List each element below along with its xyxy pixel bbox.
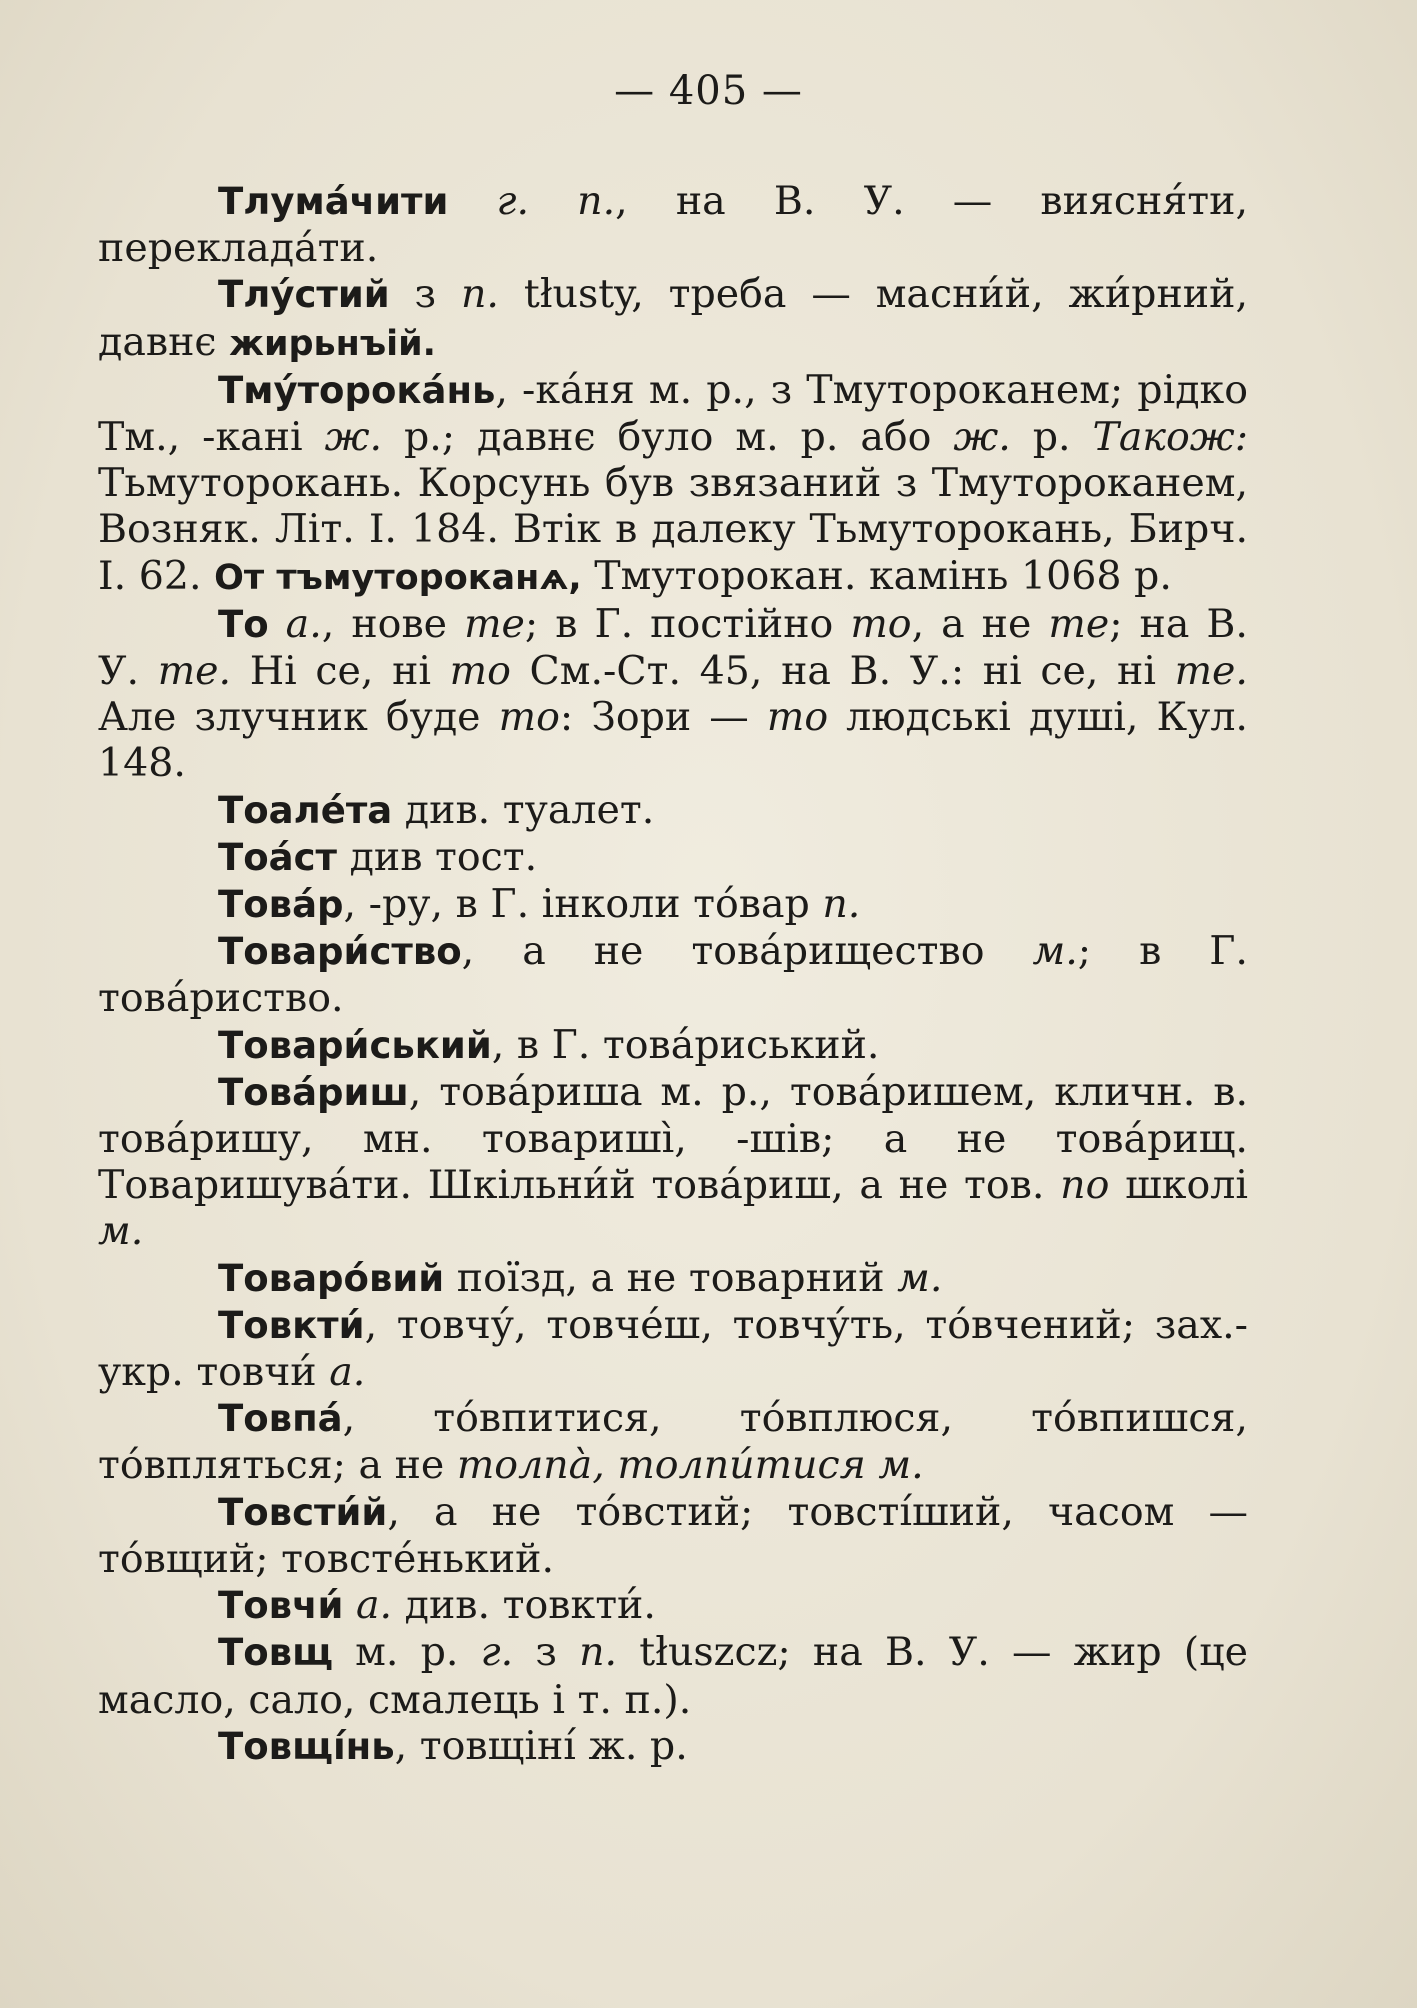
entry-italic-text: а.: [285, 600, 322, 647]
dictionary-entry: [98, 1723, 1248, 1770]
entry-text: див. товкти́.: [392, 1582, 656, 1629]
entry-headword: Товщі́нь: [218, 1724, 395, 1768]
entry-headword: Това́р: [218, 883, 344, 927]
entry-headword: Товкти́: [218, 1303, 365, 1347]
entry-text: ; в Г. това́риство.: [98, 928, 1248, 1022]
entry-text: [269, 601, 286, 647]
dictionary-entry: [98, 271, 1248, 366]
entry-headword: Тму́торокáнь: [218, 368, 496, 412]
entry-text: , -ру, в Г. інколи тóвар: [343, 881, 823, 928]
entries-column: [98, 178, 1248, 1770]
entry-text: См.-Ст. 45, на В. У.: ні се, ні: [510, 648, 1175, 695]
entry-text: [866, 1442, 879, 1488]
entry-text: tłuszcz; на В. У. — жир (це масло, сало, смалець і т. п.).: [98, 1629, 1248, 1723]
entry-text: Ні се, ні: [231, 648, 450, 695]
entry-italic-text: м.: [878, 1442, 924, 1489]
entry-headword: Тлу́стий: [218, 273, 390, 317]
entry-text: , нове: [321, 600, 465, 647]
entry-text: , а не: [911, 600, 1049, 647]
entry-text: [343, 1582, 356, 1628]
entry-text: [448, 178, 496, 224]
entry-italic-text: толпа̀, толпи́тися: [456, 1442, 866, 1489]
entry-old-spelling: жирьнъій.: [229, 323, 436, 364]
dictionary-entry: [98, 1489, 1248, 1582]
entry-italic-text: те: [1048, 600, 1110, 647]
entry-old-spelling: От тъмутороканѧ,: [214, 557, 582, 598]
entry-headword: Товчи́: [218, 1584, 344, 1628]
dictionary-entry: [98, 1302, 1248, 1395]
entry-text: р.: [1010, 414, 1093, 461]
entry-italic-text: то: [449, 648, 511, 695]
dictionary-entry: [98, 881, 1248, 928]
entry-italic-text: то: [498, 694, 560, 741]
entry-italic-text: ж.: [324, 414, 383, 461]
entry-italic-text: те: [464, 600, 525, 647]
entry-headword: То: [218, 602, 269, 646]
entry-text: , в Г. това́риський.: [491, 1021, 880, 1068]
entry-italic-text: г.: [480, 1629, 514, 1676]
entry-text: Тмуторокан. камінь 1068 р.: [581, 552, 1172, 599]
entry-text: поїзд, а не товарний: [444, 1254, 898, 1301]
entry-text: , -кáня м. р., з Тмутороканем; рідко Тм., -кані: [98, 366, 1248, 461]
entry-italic-text: то: [766, 694, 829, 741]
entry-text: , а не това́рищество: [461, 928, 1033, 975]
entry-headword: Товари́ство: [218, 930, 462, 974]
entry-text: ; на В. У.: [98, 600, 1248, 695]
entry-headword: Товаро́вий: [218, 1256, 445, 1300]
page-number: — 405 —: [614, 68, 803, 114]
entry-text: , на В. У. — виясня́ти, перекладáти.: [98, 178, 1249, 272]
dictionary-entry: [98, 1395, 1248, 1488]
entry-text: , това́риша м. р., това́ришем, кличн. в. това́ришу, мн. товариші̀, -шів; а не това́рищ. Товаришува́ти. Шкільни́й това́риш, а не тов.: [98, 1068, 1248, 1209]
entry-italic-text: ж.: [953, 414, 1011, 461]
entry-text: tłusty, треба — масни́й, жи́рний, давнє: [98, 271, 1249, 365]
entry-italic-text: г. п.: [496, 178, 616, 224]
dictionary-entry: [98, 1582, 1248, 1629]
dictionary-entry: [98, 787, 1248, 834]
entry-headword: Товпа́: [218, 1397, 343, 1441]
entry-text: з: [389, 271, 461, 318]
entry-italic-text: м.: [98, 1208, 144, 1255]
entry-italic-text: м.: [1032, 928, 1078, 975]
dictionary-entry: [98, 601, 1248, 787]
entry-headword: Товщ: [218, 1631, 333, 1675]
entry-italic-text: п.: [579, 1629, 618, 1676]
entry-text: див тост.: [337, 833, 538, 880]
entry-text: людські душі, Кул. 148.: [98, 694, 1248, 787]
entry-italic-text: м.: [897, 1254, 943, 1301]
entry-italic-text: Також:: [1092, 414, 1249, 461]
entry-italic-text: по: [1060, 1162, 1110, 1209]
dictionary-entry: [98, 1022, 1248, 1069]
entry-headword: Това́риш: [218, 1070, 409, 1114]
entry-text: , тóвпитися, тóвплюся, тóвпишся, тóвпляться; а не: [98, 1395, 1248, 1489]
entry-text: з: [513, 1629, 580, 1676]
entry-headword: Тлума́чити: [218, 180, 449, 223]
entry-text: р.; давнє було м. р. або: [382, 414, 954, 461]
dictionary-entry: [98, 367, 1248, 601]
dictionary-entry: [98, 178, 1248, 271]
entry-italic-text: а.: [355, 1582, 393, 1629]
entry-headword: Товсти́й: [218, 1490, 388, 1534]
entry-text: див. туалет.: [392, 786, 655, 833]
entry-text: ; в Г. постійно: [524, 600, 851, 647]
entry-italic-text: п.: [822, 881, 861, 928]
dictionary-entry: [98, 928, 1248, 1021]
entry-italic-text: п.: [460, 271, 499, 318]
entry-text: Тьмуторокань. Корсунь був звязаний з Тмутороканем, Возняк. Літ. І. 184. Втік в далеку Тьмуторокань, Бирч. І. 62.: [98, 460, 1248, 599]
entry-italic-text: а.: [329, 1349, 366, 1396]
entry-text: Але злучник буде: [98, 694, 499, 741]
entry-headword: Тоа́ст: [218, 835, 338, 879]
dictionary-entry: [98, 1069, 1248, 1255]
entry-headword: Тоале́та: [218, 788, 393, 832]
entry-text: м. р.: [332, 1629, 481, 1676]
dictionary-entry: [98, 1629, 1248, 1722]
entry-italic-text: те.: [1174, 648, 1248, 695]
entry-text: школі: [1109, 1162, 1248, 1209]
entry-headword: Товари́ський: [218, 1023, 492, 1067]
entry-italic-text: то: [850, 600, 912, 647]
dictionary-entry: [98, 1255, 1248, 1302]
dictionary-entry: [98, 834, 1248, 881]
entry-italic-text: те.: [157, 648, 232, 695]
entry-text: : Зори —: [559, 694, 767, 741]
entry-text: , а не тóвстий; товстíший, часом — тóвщий; товсте́нький.: [98, 1488, 1248, 1582]
entry-text: , товщіні́ ж. р.: [394, 1722, 688, 1769]
entry-text: , товчу́, товче́ш, товчу́ть, тóвчений; зах.-укр. товчи́: [98, 1301, 1248, 1396]
